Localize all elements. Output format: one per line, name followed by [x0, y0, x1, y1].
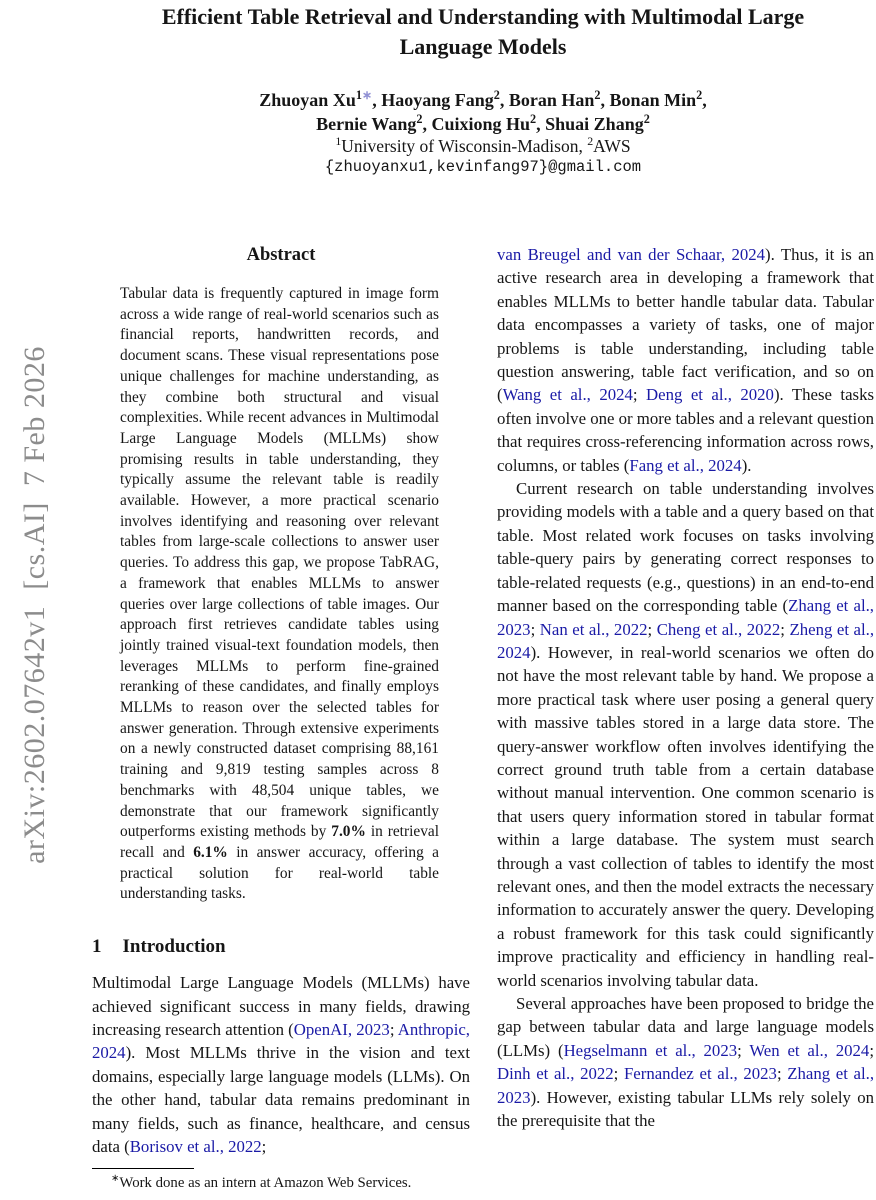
text-run: ;: [737, 1040, 750, 1060]
text-run: ). Most MLLMs thrive in the vision and text domains, especially large language models (LLMs). On the other hand, tabular data remains predominant in many fields, such as finance, healthcare, and census data (: [92, 1043, 470, 1156]
text-run: Work done as an intern at Amazon Web Services.: [119, 1175, 412, 1191]
section-number: 1: [92, 936, 102, 958]
citation-link[interactable]: van Breugel and van der Schaar, 2024: [497, 245, 766, 264]
footnote-star-marker: ∗: [361, 88, 373, 102]
text-run: ;: [780, 619, 790, 639]
text-run: Multimodal Large Language Models (MLLMs) have achieved significant success in many fields, drawing increasing research attention (: [92, 973, 470, 1039]
left-column: [92, 243, 470, 1172]
superscript-marker: 2: [594, 88, 601, 102]
text-run: Bernie Wang: [316, 114, 417, 134]
abstract-heading: Abstract: [246, 245, 316, 265]
citation-link[interactable]: Deng et al., 2020: [646, 385, 774, 405]
superscript-marker: 1: [355, 88, 362, 102]
author-line-1: [92, 88, 874, 112]
citation-link[interactable]: Wang et al., 2024: [502, 385, 633, 405]
superscript-marker: 2: [587, 134, 594, 149]
text-run: in answer accuracy, offering a practical solution for real-world table understanding tasks.: [120, 843, 439, 903]
body-paragraph: [497, 477, 874, 992]
email-line: {zhuoyanxu1,kevinfang97}@gmail.com: [324, 158, 642, 176]
citation-link[interactable]: Wen et al., 2024: [749, 1040, 870, 1060]
superscript-marker: ∗: [111, 1173, 120, 1185]
text-run: University of Wisconsin-Madison,: [341, 136, 588, 156]
author-line-2: [92, 112, 874, 136]
abstract-body: [120, 284, 439, 905]
paper-header: [92, 0, 874, 177]
intro-paragraph: [92, 971, 470, 1158]
citation-link[interactable]: Hegselmann et al., 2023: [563, 1040, 738, 1060]
text-run: Zhuoyan Xu: [259, 90, 356, 110]
superscript-marker: 2: [493, 88, 500, 102]
citation-link[interactable]: Borisov et al., 2022: [129, 1136, 262, 1156]
right-column: [497, 243, 874, 1200]
superscript-marker: 2: [643, 112, 650, 126]
text-run: ). However, existing tabular LLMs rely solely on the prerequisite that the: [497, 1087, 874, 1131]
footnote-rule: [92, 1168, 194, 1169]
citation-link[interactable]: Nan et al., 2022: [539, 619, 648, 639]
text-run: in retrieval recall and: [120, 823, 439, 861]
text-run: ).: [741, 455, 752, 475]
text-run: Tabular data is frequently captured in image form across a wide range of real-world scenarios such as financial reports, handwritten records, and document scans. These visual representations pose unique challenges for machine understanding, as they combine both structural and visual complexities. While recent advances in Multimodal Large Language Models (MLLMs) show promising results in table understanding, they typically assume the relevant table is readily available. However, a more practical scenario involves identifying and reasoning over relevant tables from large-scale collections to answer user queries. To address this gap, we propose TabRAG, a framework that enables MLLMs to answer queries over large collections of table images. Our approach first retrieves candidate tables using jointly trained visual-text foundation models, then leverages MLLMs to perform fine-grained reranking of these candidates, and finally employs MLLMs to reason over the selected tables for answer generation. Through extensive experiments on a newly constructed dataset comprising 88,161 training and 9,819 testing samples across 8 benchmarks with 48,504 unique tables, we demonstrate that our framework significantly outperforms existing methods by: [120, 285, 439, 841]
affiliation-line: [92, 136, 874, 157]
superscript-marker: 2: [416, 112, 423, 126]
text-run: ;: [261, 1136, 267, 1156]
text-run: ;: [776, 1064, 788, 1084]
body-paragraph: [497, 992, 874, 1132]
text-run: ;: [632, 385, 647, 405]
text-run: , Bonan Min: [600, 90, 697, 110]
two-column-body: [92, 243, 874, 1200]
text-run: AWS: [593, 136, 631, 156]
text-run: , Shuai Zhang: [536, 114, 644, 134]
bold-metric: 6.1%: [193, 843, 228, 861]
citation-link[interactable]: Anthropic, 2024: [92, 1019, 470, 1063]
text-run: ). These tasks often involve one or more tables and a relevant question that requires cross-referencing information across rows, columns, or tables (: [497, 385, 874, 475]
text-run: , Cuixiong Hu: [422, 114, 531, 134]
superscript-marker: 2: [696, 88, 703, 102]
author-block: [92, 88, 874, 136]
footnote-text: [92, 1174, 470, 1192]
citation-link[interactable]: OpenAI, 2023: [293, 1019, 390, 1039]
footnote: [92, 1168, 470, 1192]
text-run: Current research on table understanding involves providing models with a table and a query based on that table. Most related work focuses on tasks involving table-query pairs by generating correct responses to table-related requests (e.g., questions) in an end-to-end manner based on the corresponding table (: [497, 479, 874, 616]
text-run: ). However, in real-world scenarios we often do not have the most relevant table by hand. We propose a more practical task where user posing a general query with massive tables stored in a large data store. The query-answer workflow often involves identifying the correct ground truth table from a certain database without manual intervention. One common scenario is that users query information stored in tabular format within a large database. The system must search through a vast collection of tables to identify the most relevant ones, and then the model extracts the necessary information to accurately answer the query. Developing a robust framework for this task could significantly improve practicality and efficiency in handling real-world scenarios involving tabular data.: [497, 642, 874, 990]
arxiv-watermark: arXiv:2602.07642v1 [cs.AI] 7 Feb 2026: [18, 346, 51, 864]
text-run: ;: [647, 619, 657, 639]
bold-metric: 7.0%: [331, 823, 366, 841]
body-paragraph: [497, 243, 874, 477]
citation-link[interactable]: Zheng et al., 2024: [497, 619, 874, 662]
citation-link[interactable]: Zhang et al., 2023: [497, 596, 874, 639]
citation-link[interactable]: Cheng et al., 2022: [656, 619, 781, 639]
superscript-marker: 1: [335, 134, 342, 149]
section-title: Introduction: [122, 936, 226, 958]
citation-link[interactable]: Dinh et al., 2022: [497, 1064, 614, 1084]
section-heading-introduction: [92, 935, 470, 959]
text-run: , Haoyang Fang: [372, 90, 494, 110]
text-run: ). Thus, it is an active research area in developing a framework that enables MLLMs to better handle tabular data. Tabular data encompasses a variety of tasks, one of major problems is table understanding, including table question answering, table fact verification, and so on (: [497, 245, 874, 405]
citation-link[interactable]: Fang et al., 2024: [629, 455, 742, 475]
paper-title: Efficient Table Retrieval and Understanding with Multimodal Large Language Models: [161, 4, 805, 59]
text-run: ,: [702, 90, 707, 110]
citation-link[interactable]: Fernandez et al., 2023: [623, 1064, 777, 1084]
text-run: , Boran Han: [499, 90, 595, 110]
superscript-marker: 2: [530, 112, 537, 126]
text-run: Several approaches have been proposed to bridge the gap between tabular data and large language models (LLMs) (: [497, 994, 874, 1060]
text-run: ;: [389, 1019, 398, 1039]
citation-link[interactable]: Zhang et al., 2023: [497, 1064, 874, 1107]
text-run: ;: [613, 1064, 624, 1084]
text-run: ;: [869, 1040, 874, 1060]
text-run: ;: [530, 619, 540, 639]
